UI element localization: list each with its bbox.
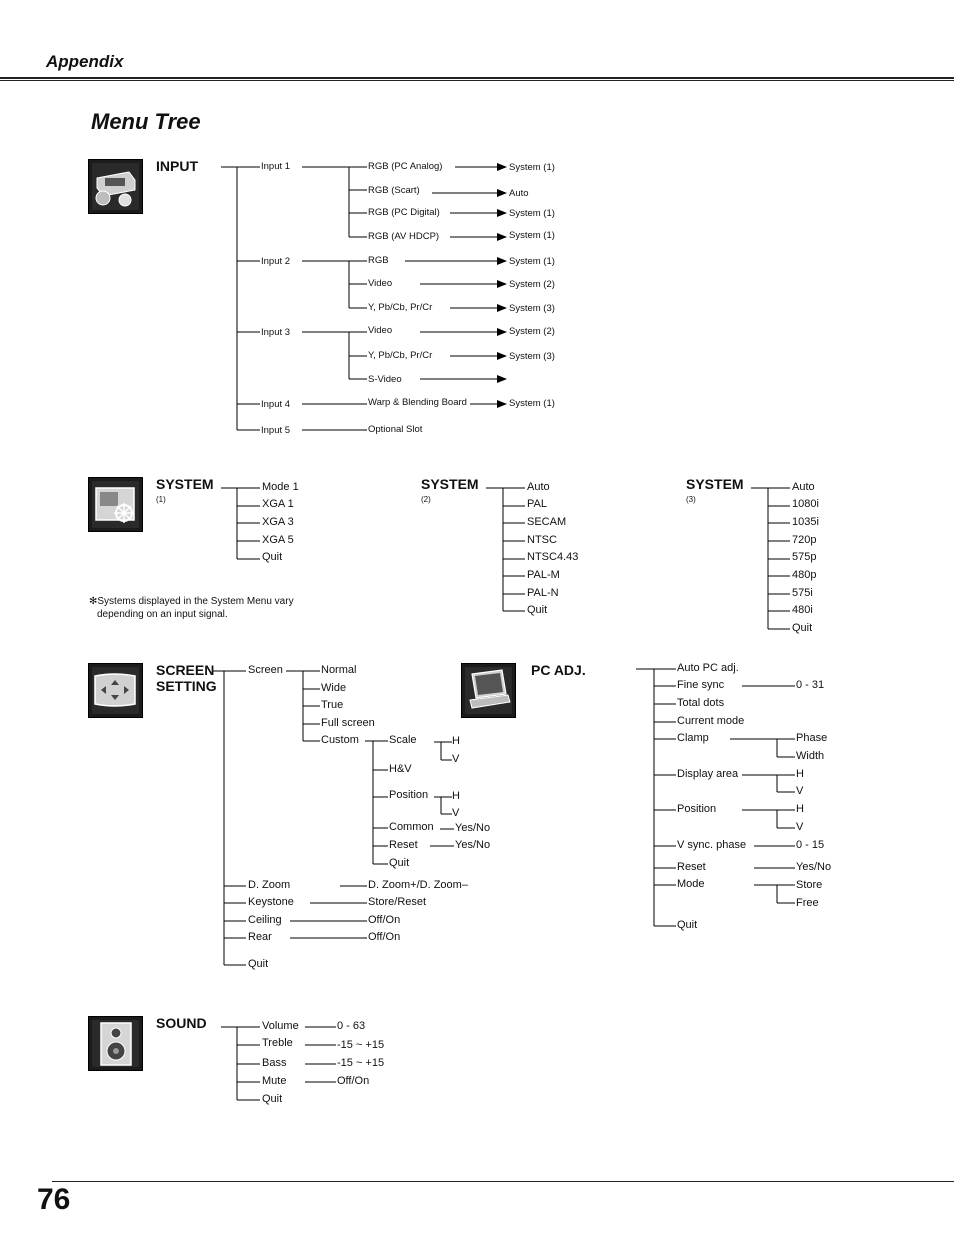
custom-item: Scale	[389, 734, 417, 746]
system3-item: 1080i	[792, 498, 819, 510]
pc-position-h: H	[796, 803, 804, 815]
screen-item: Rear	[248, 931, 272, 943]
custom-item: Position	[389, 789, 429, 801]
input1-rgb-pc-analog: RGB (PC Analog)	[368, 161, 443, 172]
input3-video: Video	[368, 325, 393, 336]
vsync-value: 0 - 15	[796, 839, 825, 851]
pcadj-item: Auto PC adj.	[677, 662, 739, 674]
system2-item: NTSC	[527, 534, 557, 546]
ceiling-value: Off/On	[368, 914, 401, 926]
clamp-width: Width	[796, 750, 825, 762]
scale-h: H	[452, 735, 460, 747]
reset-value: Yes/No	[455, 839, 491, 851]
pcadj-item: V sync. phase	[677, 839, 747, 851]
sound-item: Quit	[262, 1093, 283, 1105]
input3-s-video: S-Video	[368, 374, 402, 385]
display-area-h: H	[796, 768, 804, 780]
screen-item: D. Zoom	[248, 879, 291, 891]
screen-sub-item: True	[321, 699, 344, 711]
position-h: H	[452, 790, 460, 802]
pc-position-v: V	[796, 821, 804, 833]
screen-setting-heading-2: SETTING	[156, 678, 217, 694]
system1-item: XGA 5	[262, 534, 294, 546]
system2-item: PAL	[527, 498, 547, 510]
system1-heading: SYSTEM	[156, 476, 214, 492]
input2-ypbpr: Y, Pb/Cb, Pr/Cr	[368, 302, 433, 313]
input1-out-3: System (1)	[509, 208, 555, 219]
position-v: V	[452, 807, 460, 819]
pcadj-item: Position	[677, 803, 717, 815]
system2-item: NTSC4.43	[527, 551, 579, 563]
treble-value: -15 ~ +15	[337, 1039, 385, 1051]
pc-adj-heading: PC ADJ.	[531, 662, 586, 678]
input2-out-1: System (1)	[509, 256, 555, 267]
input4-out: System (1)	[509, 398, 555, 409]
input1-out-1: System (1)	[509, 162, 555, 173]
system3-item: Auto	[792, 481, 815, 493]
mute-value: Off/On	[337, 1075, 370, 1087]
pcadj-item: Display area	[677, 768, 739, 780]
fine-sync-value: 0 - 31	[796, 679, 825, 691]
system2-item: SECAM	[527, 516, 567, 528]
custom-item: H&V	[389, 763, 412, 775]
pcadj-item: Fine sync	[677, 679, 725, 691]
input3-ypbpr: Y, Pb/Cb, Pr/Cr	[368, 350, 433, 361]
input2-out-3: System (3)	[509, 303, 555, 314]
pcadj-item: Current mode	[677, 715, 745, 727]
page-number: 76	[37, 1183, 71, 1216]
input1-out-4: System (1)	[509, 230, 555, 241]
pcadj-item: Clamp	[677, 732, 709, 744]
pc-reset-value: Yes/No	[796, 861, 832, 873]
pcadj-item: Reset	[677, 861, 706, 873]
sound-item: Treble	[262, 1037, 293, 1049]
system3-item: 1035i	[792, 516, 819, 528]
footer-rule	[52, 1181, 954, 1182]
input-1: Input 1	[261, 161, 291, 172]
screen-sub-item: Normal	[321, 664, 357, 676]
system2-sub: (2)	[421, 495, 431, 504]
input1-rgb-pc-digital: RGB (PC Digital)	[368, 207, 440, 218]
sound-heading: SOUND	[156, 1015, 207, 1031]
input-3: Input 3	[261, 327, 291, 338]
screen-item: Screen	[248, 664, 283, 676]
system3-sub: (3)	[686, 495, 696, 504]
system2-item: PAL-M	[527, 569, 560, 581]
system1-item: Quit	[262, 551, 283, 563]
pcadj-item: Total dots	[677, 697, 725, 709]
keystone-value: Store/Reset	[368, 896, 427, 908]
screen-sub-item: Full screen	[321, 717, 375, 729]
bass-value: -15 ~ +15	[337, 1057, 385, 1069]
system3-item: Quit	[792, 622, 813, 634]
input2-out-2: System (2)	[509, 279, 555, 290]
screen-sub-item: Wide	[321, 682, 347, 694]
screen-sub-item: Custom	[321, 734, 359, 746]
system1-item: XGA 1	[262, 498, 294, 510]
pcadj-item: Quit	[677, 919, 698, 931]
system3-item: 575i	[792, 587, 813, 599]
input1-rgb-scart: RGB (Scart)	[368, 185, 420, 196]
system3-heading: SYSTEM	[686, 476, 744, 492]
input-5: Input 5	[261, 425, 291, 436]
screen-item: Keystone	[248, 896, 294, 908]
input2-rgb: RGB	[368, 255, 389, 266]
input3-out-2: System (3)	[509, 351, 555, 362]
sound-item: Bass	[262, 1057, 287, 1069]
common-value: Yes/No	[455, 822, 491, 834]
input1-out-2: Auto	[509, 188, 529, 199]
mode-store: Store	[796, 879, 823, 891]
mode-free: Free	[796, 897, 819, 909]
system2-item: Auto	[527, 481, 550, 493]
input4-warp-board: Warp & Blending Board	[368, 397, 467, 408]
system1-item: Mode 1	[262, 481, 299, 493]
system2-heading: SYSTEM	[421, 476, 479, 492]
sound-item: Volume	[262, 1020, 299, 1032]
display-area-v: V	[796, 785, 804, 797]
custom-item: Quit	[389, 857, 410, 869]
system-note-line2: depending on an input signal.	[97, 609, 228, 620]
pcadj-item: Mode	[677, 878, 705, 890]
section-label: Appendix	[46, 52, 124, 71]
system3-item: 575p	[792, 551, 817, 563]
input-2: Input 2	[261, 256, 291, 267]
input5-optional-slot: Optional Slot	[368, 424, 423, 435]
dzoom-value: D. Zoom+/D. Zoom–	[368, 879, 468, 891]
system2-item: Quit	[527, 604, 548, 616]
custom-item: Reset	[389, 839, 418, 851]
input1-rgb-av-hdcp: RGB (AV HDCP)	[368, 231, 440, 242]
rear-value: Off/On	[368, 931, 401, 943]
input-4: Input 4	[261, 399, 291, 410]
sound-item: Mute	[262, 1075, 287, 1087]
input2-video: Video	[368, 278, 393, 289]
scale-v: V	[452, 753, 460, 765]
system1-sub: (1)	[156, 495, 166, 504]
input3-out-1: System (2)	[509, 326, 555, 337]
volume-value: 0 - 63	[337, 1020, 366, 1032]
input-heading: INPUT	[156, 158, 198, 174]
system2-item: PAL-N	[527, 587, 559, 599]
system-note-line1: ✻Systems displayed in the System Menu vary	[89, 596, 294, 607]
screen-item: Quit	[248, 958, 269, 970]
page-title: Menu Tree	[91, 109, 201, 134]
screen-setting-heading: SCREEN	[156, 662, 215, 678]
screen-item: Ceiling	[248, 914, 282, 926]
system3-item: 480p	[792, 569, 817, 581]
system3-item: 480i	[792, 604, 813, 616]
clamp-phase: Phase	[796, 732, 828, 744]
system1-item: XGA 3	[262, 516, 294, 528]
custom-item: Common	[389, 821, 434, 833]
system3-item: 720p	[792, 534, 817, 546]
